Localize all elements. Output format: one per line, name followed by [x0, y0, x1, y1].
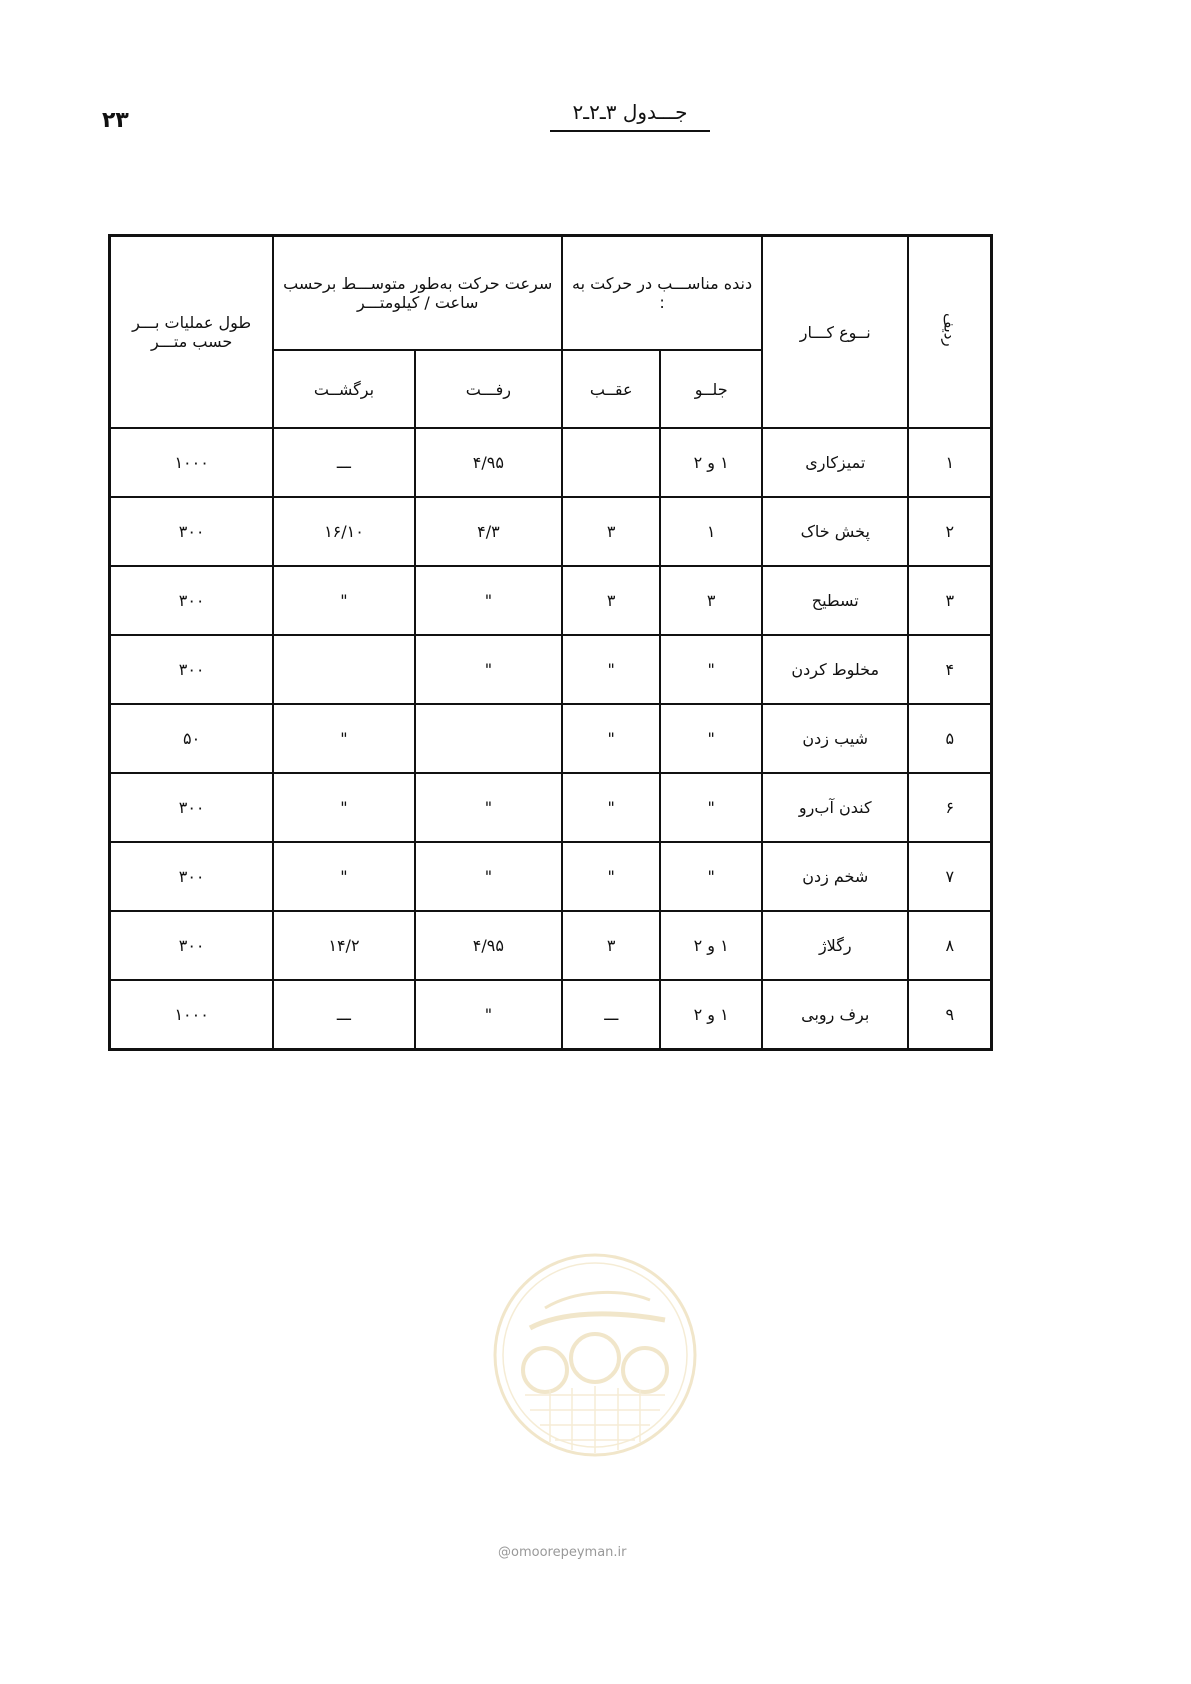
cell-speed-return: ۱۶/۱۰ — [273, 497, 414, 566]
cell-row-number: ۷ — [908, 842, 991, 911]
cell-gear-reverse: " — [562, 635, 660, 704]
cell-work-type: شخم زدن — [762, 842, 908, 911]
cell-row-number: ۸ — [908, 911, 991, 980]
cell-row-number: ۵ — [908, 704, 991, 773]
cell-gear-forward: ۱ — [660, 497, 762, 566]
table-body — [110, 428, 992, 1049]
header-gear-reverse: عقــب — [562, 350, 660, 428]
cell-length: ۳۰۰ — [110, 842, 274, 911]
omoorepeyman-logo — [490, 1250, 700, 1460]
cell-gear-reverse: " — [562, 773, 660, 842]
cell-speed-go: " — [415, 566, 562, 635]
header-row-number: ردیف — [908, 236, 991, 429]
cell-work-type: برف روبی — [762, 980, 908, 1049]
cell-gear-forward: ۱ و ۲ — [660, 911, 762, 980]
cell-speed-return: ۱۴/۲ — [273, 911, 414, 980]
table-row — [110, 704, 992, 773]
cell-work-type: مخلوط کردن — [762, 635, 908, 704]
cell-length: ۳۰۰ — [110, 497, 274, 566]
page-number: ۲۳ — [102, 108, 129, 133]
cell-row-number: ۱ — [908, 428, 991, 497]
cell-work-type: پخش خاک — [762, 497, 908, 566]
header-work-type: نــوع کـــار — [762, 236, 908, 429]
cell-work-type: شیب زدن — [762, 704, 908, 773]
cell-gear-forward: ۱ و ۲ — [660, 428, 762, 497]
cell-length: ۱۰۰۰ — [110, 428, 274, 497]
operations-table — [108, 234, 993, 1051]
cell-gear-reverse: ۳ — [562, 911, 660, 980]
cell-speed-go — [415, 704, 562, 773]
table-row — [110, 497, 992, 566]
table-row — [110, 842, 992, 911]
table-row — [110, 428, 992, 497]
cell-speed-return: " — [273, 566, 414, 635]
cell-gear-forward: " — [660, 635, 762, 704]
cell-work-type: تسطیح — [762, 566, 908, 635]
cell-speed-return: " — [273, 773, 414, 842]
cell-speed-go: ۴/۹۵ — [415, 428, 562, 497]
cell-gear-reverse: ۳ — [562, 497, 660, 566]
cell-speed-return — [273, 635, 414, 704]
cell-speed-return: ـــ — [273, 428, 414, 497]
cell-gear-forward: ۱ و ۲ — [660, 980, 762, 1049]
cell-speed-go: " — [415, 980, 562, 1049]
cell-gear-forward: ۳ — [660, 566, 762, 635]
cell-work-type: رگلاژ — [762, 911, 908, 980]
watermark-url: @omoorepeyman.ir — [498, 1545, 627, 1560]
cell-length: ۳۰۰ — [110, 635, 274, 704]
table-title: جـــدول ۳ـ۲ـ۲ — [550, 100, 710, 132]
header-length: طول عملیات بـــر حسب متـــر — [110, 236, 274, 429]
cell-gear-reverse: " — [562, 704, 660, 773]
cell-gear-forward: " — [660, 842, 762, 911]
header-gear: دنده مناســـب در حرکت به : — [562, 236, 762, 351]
cell-row-number: ۹ — [908, 980, 991, 1049]
cell-speed-go: " — [415, 635, 562, 704]
cell-speed-go: ۴/۹۵ — [415, 911, 562, 980]
table-row — [110, 980, 992, 1049]
header-speed-return: برگشــت — [273, 350, 414, 428]
cell-row-number: ۶ — [908, 773, 991, 842]
header-speed: سرعت حرکت به‌طور متوســـط برحسب ساعت / کیلومتـــر — [273, 236, 562, 351]
header-speed-go: رفـــت — [415, 350, 562, 428]
cell-row-number: ۲ — [908, 497, 991, 566]
cell-length: ۳۰۰ — [110, 773, 274, 842]
cell-gear-forward: " — [660, 704, 762, 773]
table-row — [110, 911, 992, 980]
cell-gear-reverse — [562, 428, 660, 497]
cell-length: ۳۰۰ — [110, 566, 274, 635]
cell-gear-forward: " — [660, 773, 762, 842]
cell-speed-go: ۴/۳ — [415, 497, 562, 566]
cell-speed-return: " — [273, 842, 414, 911]
header-gear-forward: جلــو — [660, 350, 762, 428]
cell-work-type: تمیزکاری — [762, 428, 908, 497]
table-row — [110, 566, 992, 635]
cell-speed-go: " — [415, 842, 562, 911]
table-row — [110, 773, 992, 842]
cell-speed-return: " — [273, 704, 414, 773]
table-row — [110, 635, 992, 704]
cell-gear-reverse: ۳ — [562, 566, 660, 635]
cell-length: ۱۰۰۰ — [110, 980, 274, 1049]
cell-work-type: کندن آب‌رو — [762, 773, 908, 842]
cell-row-number: ۴ — [908, 635, 991, 704]
cell-speed-return: ـــ — [273, 980, 414, 1049]
cell-speed-go: " — [415, 773, 562, 842]
cell-gear-reverse: " — [562, 842, 660, 911]
cell-gear-reverse: ـــ — [562, 980, 660, 1049]
cell-length: ۵۰ — [110, 704, 274, 773]
cell-length: ۳۰۰ — [110, 911, 274, 980]
cell-row-number: ۳ — [908, 566, 991, 635]
